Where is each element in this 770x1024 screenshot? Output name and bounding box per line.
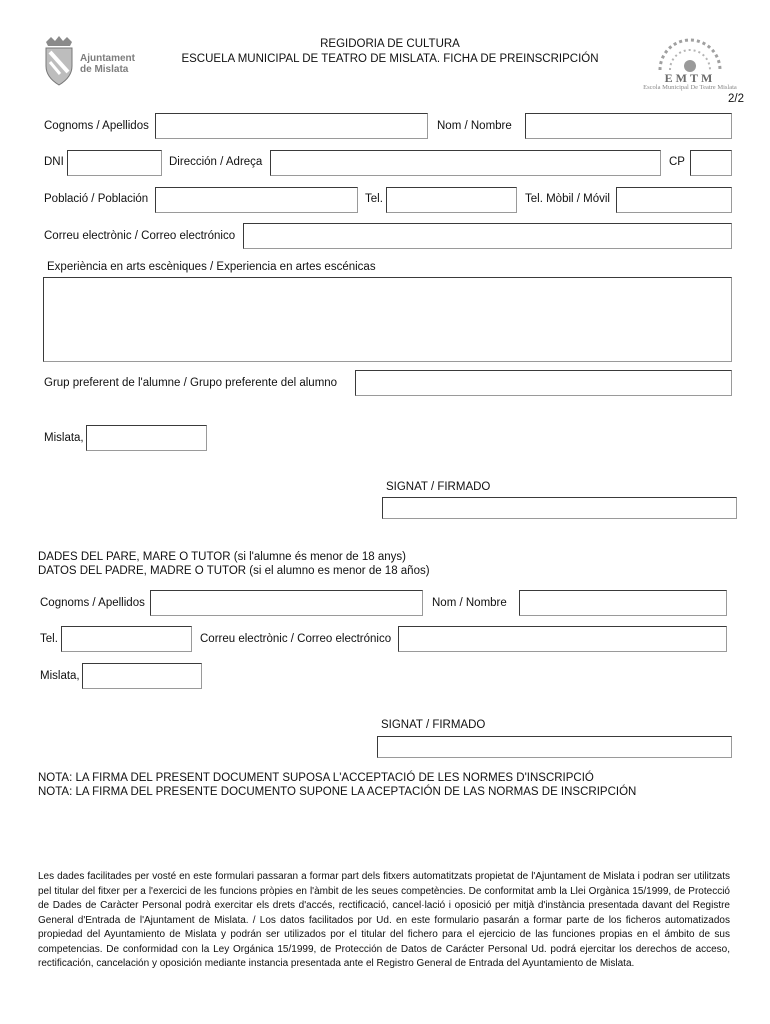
emtm-acronym: EMTM xyxy=(664,71,716,85)
guardian-signature-label: SIGNAT / FIRMADO xyxy=(381,719,486,731)
guardian-heading-line2: DATOS DEL PADRE, MADRE O TUTOR (si el alumno es menor de 18 años) xyxy=(38,565,430,577)
acceptance-notes xyxy=(38,771,636,799)
signature-label: SIGNAT / FIRMADO xyxy=(386,481,491,493)
data-protection-text: Les dades facilitades per vosté en este formulari passaran a formar part dels fitxers automatitzats propietat de l'Ajuntament de Mislata i podran ser utilitzats pel titular del fitxer per a l'exercici de les funcions pròpies en l'àmbit de les seues competències. De conformitat amb la Llei Orgànica 15/1999, de Protecció de Dades de Caràcter Personal podrà exercitar els drets d'accés, rectificació, cancel·lació i oposició per mitjà d'instància presentada davant del Registre General d'Entrada de l'Ajuntament de Mislata. / Los datos facilitados por Ud. en este formulario pasarán a formar parte de los ficheros automatizados propiedad del Ayuntamiento de Mislata y podrán ser utilizados por el titular del fichero para el ejercicio de las funciones propias en el ámbito de sus competencias. De conformidad con la Ley Orgánica 15/1999, de Protección de Datos de Carácter Personal Ud. podrá ejercitar los derechos de acceso, rectificación, cancelación y oposición mediante instancia presentada ante el Registro General de Entrada del Ayuntamiento de Mislata. xyxy=(38,871,730,969)
dni-label: DNI xyxy=(44,156,64,168)
guardian-date-field[interactable] xyxy=(82,663,202,689)
guardian-phone-field[interactable] xyxy=(61,626,192,652)
surnames-field[interactable] xyxy=(155,113,428,139)
note-line2: NOTA: LA FIRMA DEL PRESENTE DOCUMENTO SUPONE LA ACEPTACIÓN DE LAS NORMAS DE INSCRIPCIÓN xyxy=(38,786,637,798)
guardian-signature-field[interactable] xyxy=(377,736,732,758)
guardian-heading xyxy=(38,550,430,578)
coat-of-arms-icon xyxy=(42,36,76,86)
postcode-label: CP xyxy=(669,156,685,168)
phone-label: Tel. xyxy=(365,193,383,205)
guardian-surnames-field[interactable] xyxy=(150,590,423,616)
page-number: 2/2 xyxy=(728,93,744,105)
address-field[interactable] xyxy=(270,150,661,176)
page-title xyxy=(150,37,630,67)
mobile-label: Tel. Mòbil / Móvil xyxy=(525,193,610,205)
phone-field[interactable] xyxy=(386,187,517,213)
experience-label: Experiència en arts escèniques / Experiencia en artes escénicas xyxy=(47,261,376,273)
guardian-surnames-label: Cognoms / Apellidos xyxy=(40,597,145,609)
logo-text-line2: de Mislata xyxy=(80,64,129,75)
guardian-place-label: Mislata, xyxy=(40,670,80,682)
guardian-name-label: Nom / Nombre xyxy=(432,597,507,609)
signature-field[interactable] xyxy=(382,497,737,519)
guardian-heading-line1: DADES DEL PARE, MARE O TUTOR (si l'alumne és menor de 18 anys) xyxy=(38,551,406,563)
ajuntament-logo xyxy=(42,36,142,88)
postcode-field[interactable] xyxy=(690,150,732,176)
guardian-email-field[interactable] xyxy=(398,626,727,652)
date-field[interactable] xyxy=(86,425,207,451)
emtm-logo xyxy=(640,38,740,94)
sunburst-icon xyxy=(655,38,725,72)
town-label: Població / Población xyxy=(44,193,149,205)
name-field[interactable] xyxy=(525,113,732,139)
email-label: Correu electrònic / Correo electrónico xyxy=(44,230,236,242)
email-field[interactable] xyxy=(243,223,732,249)
town-field[interactable] xyxy=(155,187,358,213)
guardian-email-label: Correu electrònic / Correo electrónico xyxy=(200,633,392,645)
group-label: Grup preferent de l'alumne / Grupo preferente del alumno xyxy=(44,377,338,389)
experience-textarea[interactable] xyxy=(43,277,732,362)
surnames-label: Cognoms / Apellidos xyxy=(44,120,149,132)
mobile-field[interactable] xyxy=(616,187,732,213)
title-line2: ESCUELA MUNICIPAL DE TEATRO DE MISLATA. FICHA DE PREINSCRIPCIÓN xyxy=(181,53,599,65)
note-line1: NOTA: LA FIRMA DEL PRESENT DOCUMENT SUPOSA L'ACCEPTACIÓ DE LES NORMES D'INSCRIPCIÓ xyxy=(38,772,594,784)
group-field[interactable] xyxy=(355,370,732,396)
guardian-name-field[interactable] xyxy=(519,590,727,616)
logo-text-line1: Ajuntament xyxy=(80,53,135,64)
name-label: Nom / Nombre xyxy=(437,120,512,132)
address-label: Dirección / Adreça xyxy=(169,156,263,168)
guardian-phone-label: Tel. xyxy=(40,633,58,645)
place-label: Mislata, xyxy=(44,432,84,444)
dni-field[interactable] xyxy=(67,150,162,176)
title-line1: REGIDORIA DE CULTURA xyxy=(320,38,460,50)
emtm-caption: Escola Municipal De Teatre Mislata xyxy=(643,84,737,91)
